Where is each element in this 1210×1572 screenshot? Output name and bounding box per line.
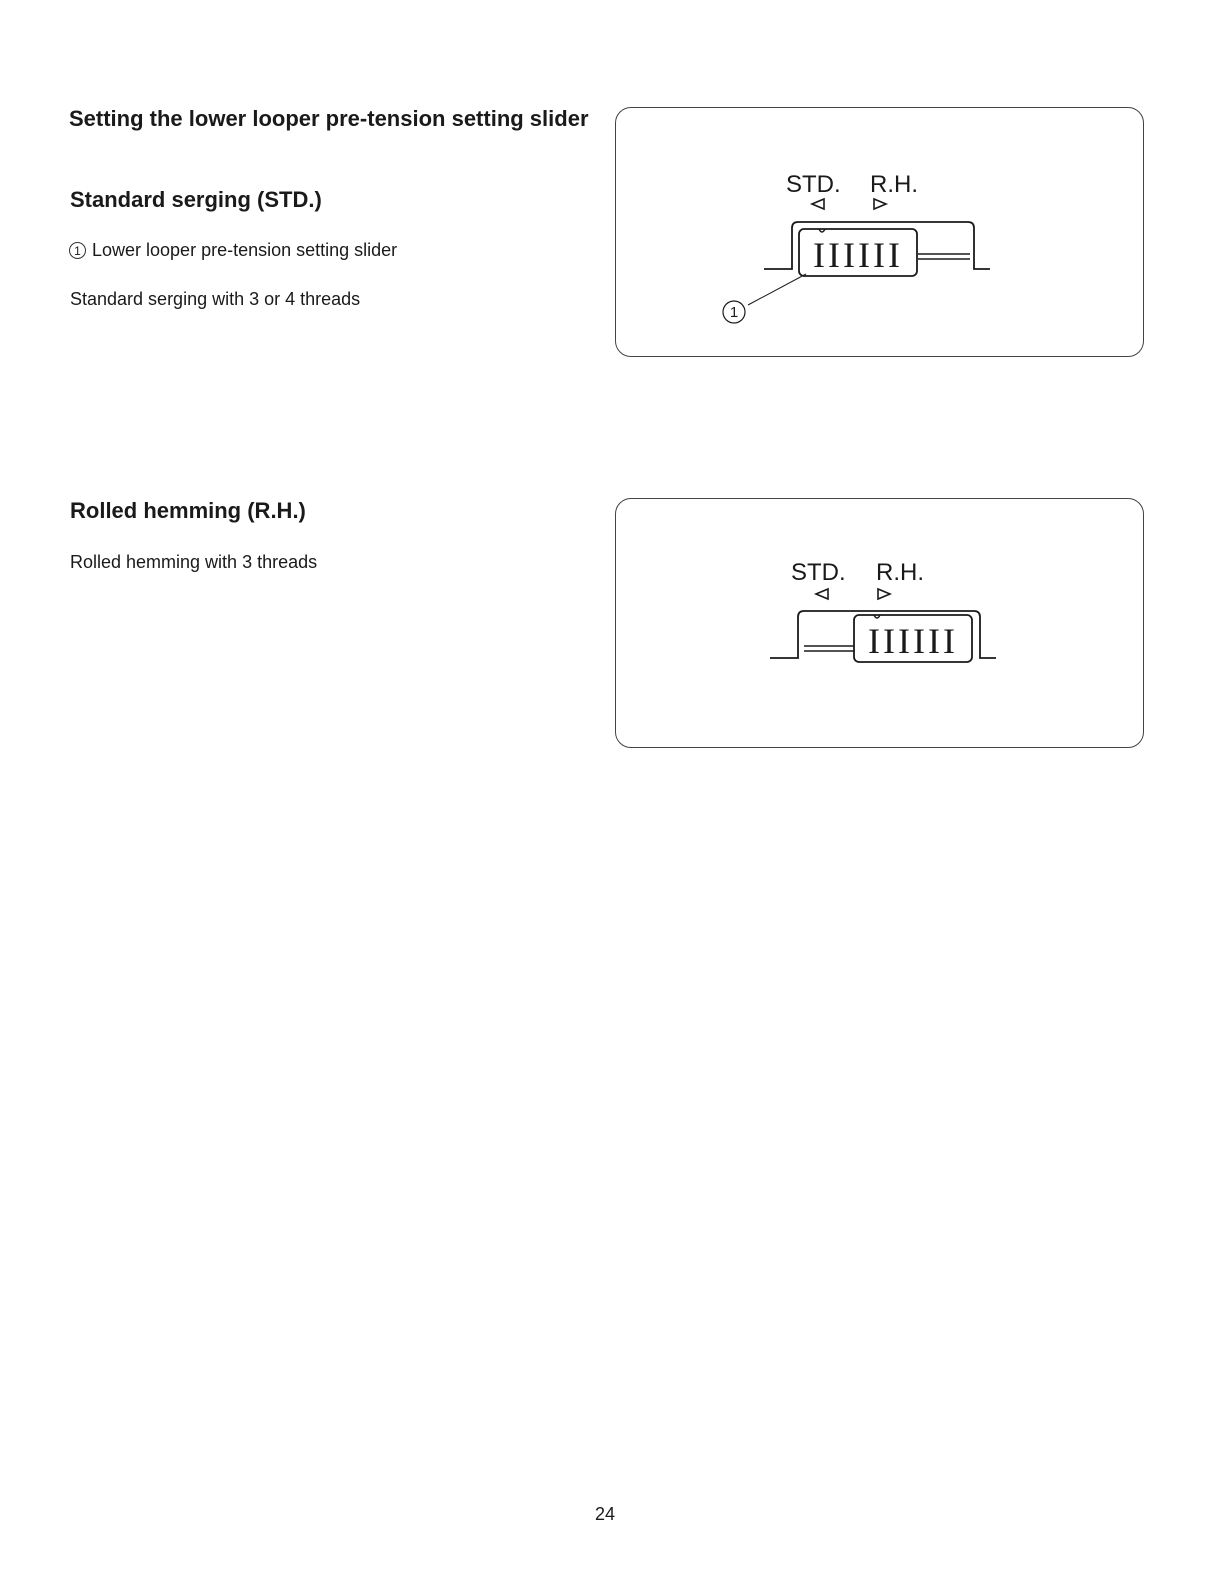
slider-diagram-rh: [616, 499, 1142, 746]
callout-number-badge: 1: [69, 242, 86, 259]
left-arrow-icon: [812, 199, 824, 209]
figure-slider-std: [615, 107, 1144, 357]
slider-diagram-std: [616, 108, 1142, 355]
standard-serging-description: Standard serging with 3 or 4 threads: [70, 289, 361, 309]
legend-item: [69, 239, 397, 261]
left-arrow-icon: [816, 589, 828, 599]
callout-leader-line: [748, 274, 806, 305]
page-number: 24: [594, 1504, 616, 1524]
std-label: STD.: [791, 559, 846, 586]
rh-label: R.H.: [870, 171, 918, 198]
slider-grip-marks: IIIIII: [813, 235, 903, 275]
section-title: Setting the lower looper pre-tension setting slider: [69, 106, 589, 131]
callout-number: 1: [729, 304, 739, 321]
figure-slider-rh: [615, 498, 1144, 748]
right-arrow-icon: [878, 589, 890, 599]
right-arrow-icon: [874, 199, 886, 209]
std-label: STD.: [786, 171, 841, 198]
rolled-hemming-heading: Rolled hemming (R.H.): [70, 498, 306, 523]
slider-grip-marks: IIIIII: [868, 621, 958, 661]
standard-serging-heading: Standard serging (STD.): [70, 187, 322, 212]
rh-label: R.H.: [876, 559, 924, 586]
legend-text: Lower looper pre-tension setting slider: [92, 240, 398, 260]
rolled-hemming-description: Rolled hemming with 3 threads: [70, 552, 318, 572]
